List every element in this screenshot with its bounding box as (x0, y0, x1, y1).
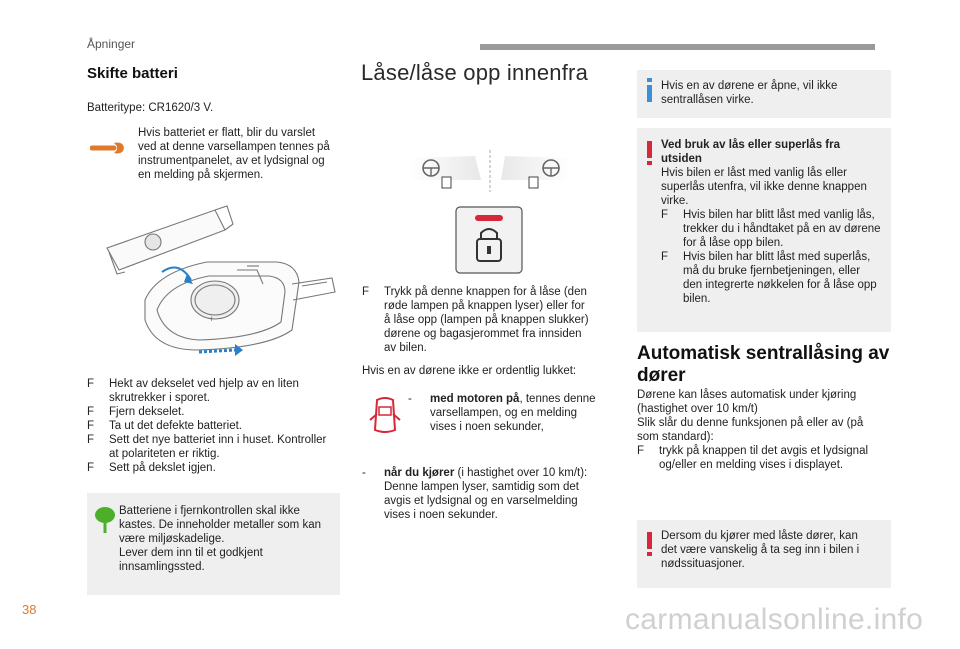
auto-lock-title: Automatisk sentrallåsing av dører (637, 343, 890, 386)
watermark: carmanualsonline.info (625, 603, 924, 636)
info-note-box: Hvis en av dørene er åpne, vil ikke sentrallåsen virke. (637, 70, 891, 118)
central-lock-button[interactable] (455, 206, 523, 278)
key-fob-illustration (87, 200, 342, 369)
lock-inside-title: Låse/låse opp innenfra (361, 60, 589, 85)
wrench-warning-icon (90, 139, 126, 157)
open-door-warning-icon (368, 396, 402, 440)
section-label: Åpninger (87, 37, 136, 51)
dashboard-lock-illustration (405, 150, 575, 196)
battery-title: Skifte batteri (87, 65, 178, 82)
warn-list-item: F Hvis bilen har blitt låst med vanlig lås, trekker du i håndtaket på en av dørene for å låse opp bilen. (661, 209, 881, 249)
svg-text:+: + (209, 314, 215, 324)
header-bar (480, 44, 875, 50)
warning-exclamation-icon (646, 532, 654, 560)
doors-not-closed-text: Hvis en av dørene ikke er ordentlig lukket: (362, 365, 577, 377)
step-item: F Ta ut det defekte batteriet. (87, 420, 242, 432)
eco-note-box: Batteriene i fjernkontrollen skal ikke kastes. De inneholder metaller som kan være miljøskadelige. Lever dem inn til et godkjent innsamlingssted. (87, 493, 340, 595)
danger-note-box: Dersom du kjører med låste dører, kan det være vanskelig å ta seg inn i bilen i nødssituasjoner. (637, 520, 891, 588)
engine-on-text: - med motoren på, tennes denne varsellampen, og en melding vises i noen sekunder, (408, 393, 596, 433)
outside-lock-warning-box: Ved bruk av lås eller superlås fra utsiden Hvis bilen er låst med vanlig lås eller superlås utenfra, vil ikke denne knappen virke. F Hvis bilen har blitt låst med vanlig lås, trekker du i håndtaket på en av dørene for å låse opp bilen. F Hvis bilen har blitt låst med superlås, må du bruke fjernbetjeningen, eller den integrerte nøkkelen for å låse opp bilen. (637, 128, 891, 332)
step-item: F Sett det nye batteriet inn i huset. Kontroller at polariteten er riktig. (87, 434, 327, 460)
warn-list-item: F Hvis bilen har blitt låst med superlås, må du bruke fjernbetjeningen, eller den integrerte nøkkelen for å låse opp bilen. (661, 251, 877, 305)
info-icon (646, 78, 654, 106)
lock-instruction: F Trykk på denne knappen for å låse (den røde lampen på knappen lyser) eller for å låse opp (lampen på knappen slukker) dørene og bagasjerommet fra innsiden av bilen. (362, 286, 589, 354)
battery-warning-text: Hvis batteriet er flatt, blir du varslet ved at denne varsellampen tennes på instrumentpanelet, av et lydsignal og en melding på skjermen. (138, 127, 330, 181)
step-item: F Sett på dekslet igjen. (87, 462, 216, 474)
step-item: F Hekt av dekselet ved hjelp av en liten skrutrekker i sporet. (87, 378, 299, 404)
warning-exclamation-icon (646, 141, 654, 169)
auto-lock-text: Dørene kan låses automatisk under kjøring (hastighet over 10 km/t) Slik slår du denne funksjonen på eller av (på som standard): F trykk på knappen til det avgis et lydsignal og/eller en melding vises i displayet. (637, 388, 893, 472)
driving-text: - når du kjører (i hastighet over 10 km/t): Denne lampen lyser, samtidig som det avgis et lydsignal og en varselmelding vises i noen sekunder. (362, 467, 588, 521)
auto-list-item: F trykk på knappen til det avgis et lydsignal og/eller en melding vises i displayet. (637, 445, 869, 471)
battery-steps (87, 377, 342, 475)
page-number: 38 (22, 602, 37, 617)
step-item: F Fjern dekselet. (87, 406, 185, 418)
recycle-leaf-icon (93, 505, 117, 539)
battery-type: Batteritype: CR1620/3 V. (87, 102, 214, 114)
